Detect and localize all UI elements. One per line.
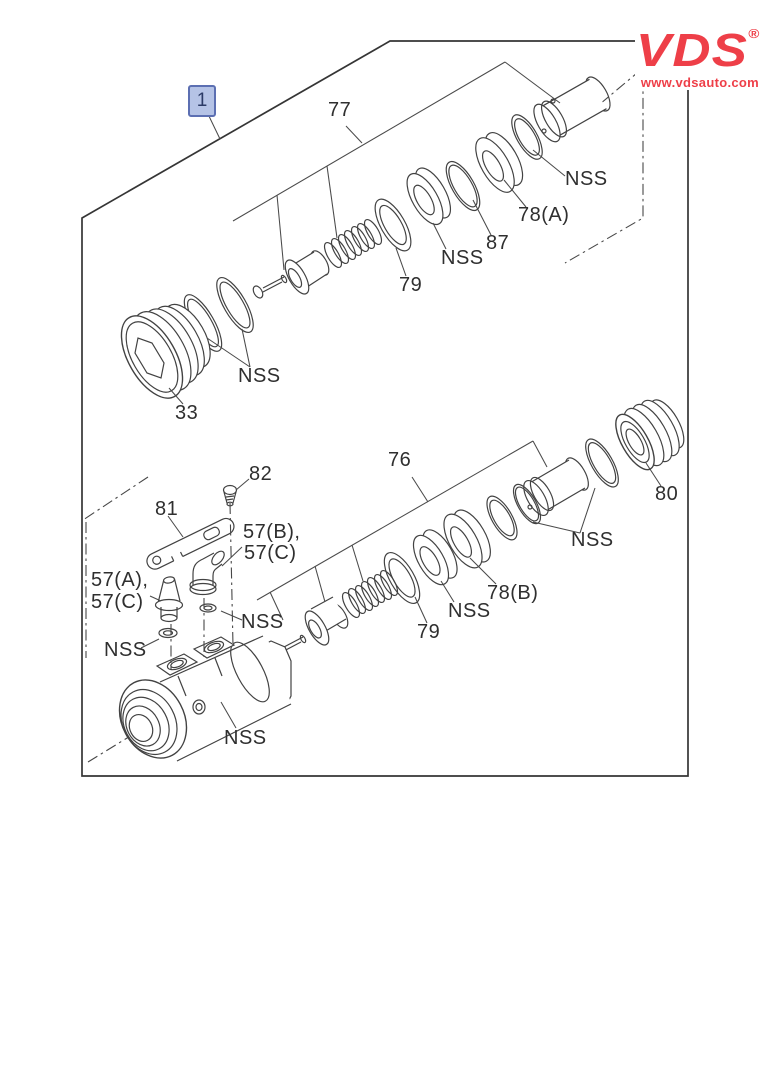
o-ring-nss-mid-drawing (579, 434, 624, 491)
callout-1[interactable] (188, 85, 216, 117)
vds-brand: VDS (635, 24, 748, 76)
part-label-79b: 79 (417, 621, 441, 643)
part-label-nss-4: NSS (571, 529, 614, 551)
part-label-nss-1: NSS (565, 168, 608, 190)
part-label-nss-8: NSS (224, 727, 267, 749)
part-label-nss-5: NSS (448, 600, 491, 622)
elbow-fitting-57b-drawing (190, 549, 227, 595)
washer-nss-fitting-drawing (159, 629, 177, 638)
part-label-nss-7: NSS (241, 611, 284, 633)
part-label-76: 76 (388, 449, 412, 471)
part-label-57c1: 57(C) (244, 542, 297, 564)
vds-logo (635, 26, 761, 90)
valve-cup-top-drawing (281, 248, 333, 297)
registered-mark: ® (747, 26, 759, 41)
part-label-78b: 78(B) (487, 582, 539, 604)
callout-leaders (141, 62, 661, 728)
bracket-plate-81-drawing (144, 516, 238, 575)
spring-top-drawing (321, 217, 385, 270)
part-label-79a: 79 (399, 274, 423, 296)
screw-82-drawing (224, 486, 237, 506)
spring-mid-drawing (339, 568, 401, 620)
washer-nss-elbow-drawing (200, 604, 216, 612)
part-label-87: 87 (486, 232, 510, 254)
kit-boundary-lines (83, 68, 643, 762)
part-label-nss-6: NSS (104, 639, 147, 661)
end-cap-80-drawing (608, 395, 690, 476)
pin-top-drawing (251, 275, 287, 300)
cylinder-body-drawing (106, 629, 293, 770)
piston-76-drawing (519, 454, 593, 519)
part-label-82: 82 (249, 463, 273, 485)
part-label-57a: 57(A), (91, 569, 149, 591)
part-label-81: 81 (155, 498, 179, 520)
callout-1-text: 1 (196, 90, 208, 111)
straight-fitting-57a-drawing (156, 576, 183, 621)
piston-77-drawing (529, 73, 615, 145)
part-label-80: 80 (655, 483, 679, 505)
part-label-57b: 57(B), (243, 521, 301, 543)
part-label-77: 77 (328, 99, 352, 121)
part-label-nss-2: NSS (441, 247, 484, 269)
part-label-nss-3: NSS (238, 365, 281, 387)
vds-website-link[interactable]: www.vdsauto.com (640, 74, 759, 90)
part-label-33: 33 (175, 402, 199, 424)
vds-logo-text (623, 24, 759, 76)
part-label-78a: 78(A) (518, 204, 570, 226)
valve-cup-mid-drawing (301, 597, 352, 648)
part-label-57c2: 57(C) (91, 591, 144, 613)
